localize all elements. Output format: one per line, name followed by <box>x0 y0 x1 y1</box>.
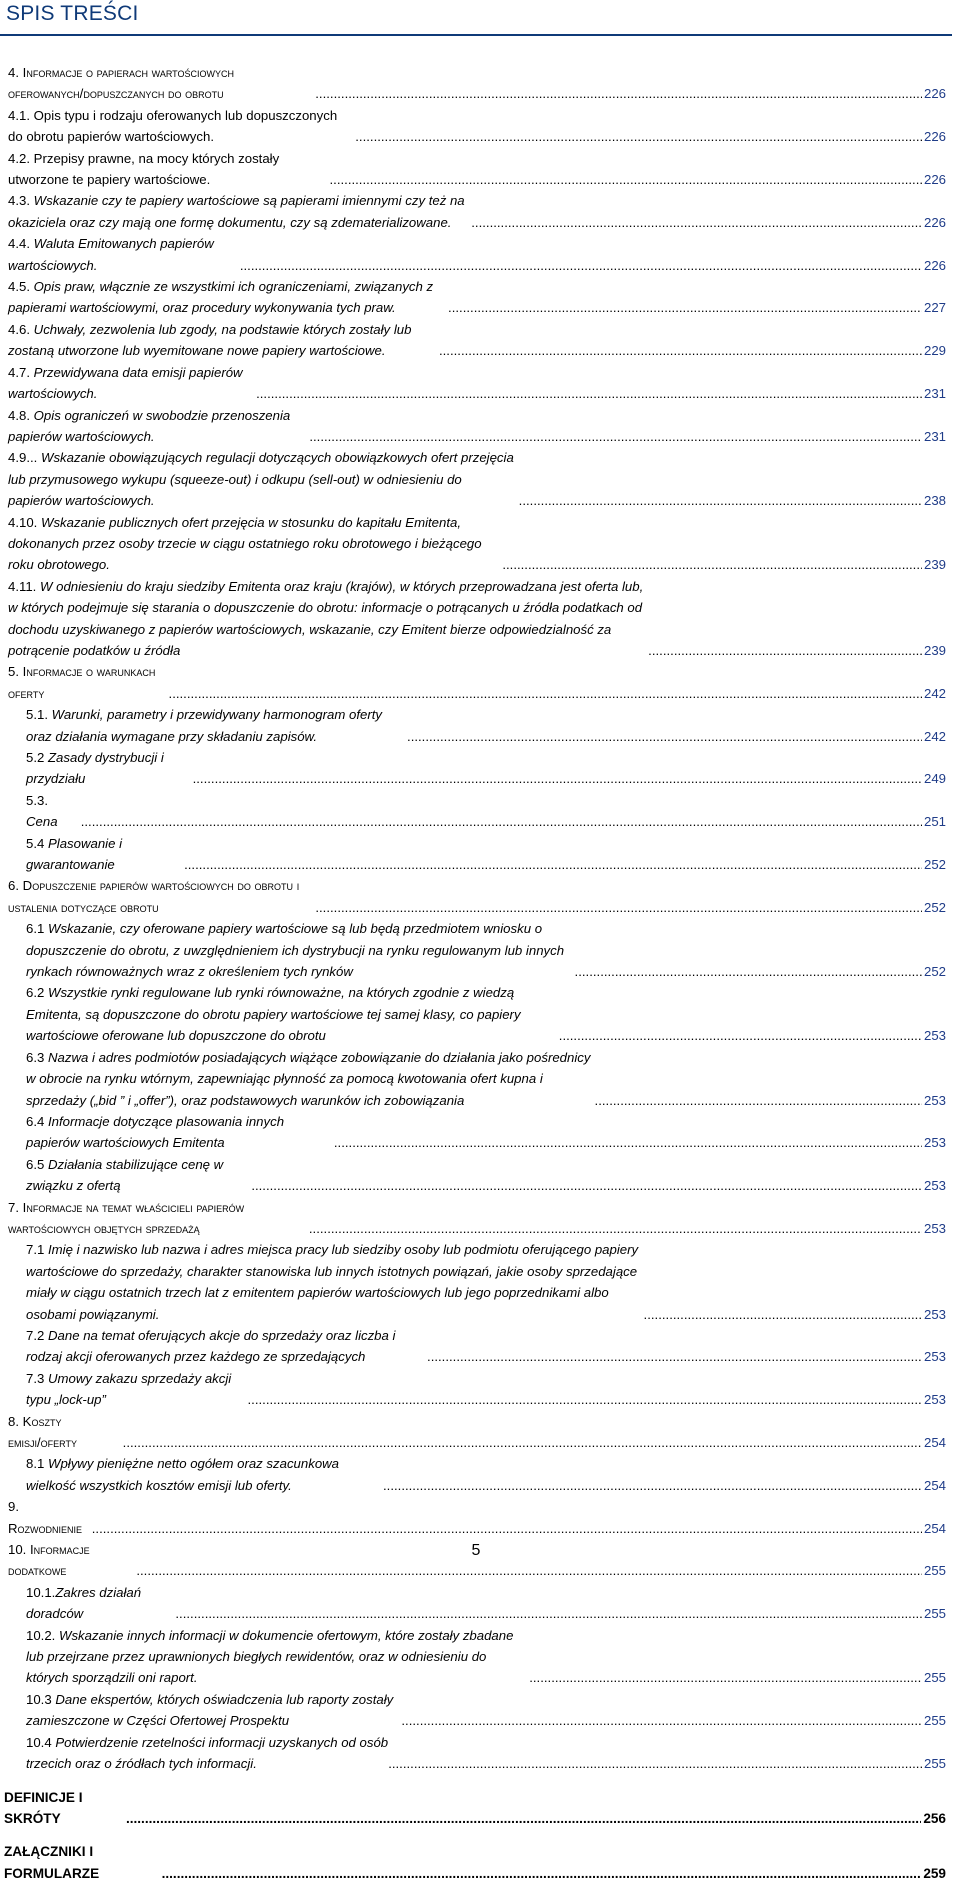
toc-entry[interactable] <box>0 1841 956 1884</box>
toc-entry-page: 253 <box>923 1178 946 1194</box>
toc-entry-number: 4.6. <box>8 321 34 337</box>
dot-leader <box>334 1132 922 1153</box>
toc-entry[interactable] <box>0 105 956 148</box>
toc-entry[interactable] <box>0 190 956 233</box>
toc-entry-number: 10. <box>8 1542 30 1558</box>
toc-entry-number: 7.2 <box>26 1327 48 1343</box>
dot-leader <box>315 897 922 918</box>
dot-leader <box>427 1346 922 1367</box>
toc-entry-number: 4.1. <box>8 107 34 123</box>
toc-entry-page: 229 <box>923 343 946 359</box>
dot-leader <box>644 1304 922 1325</box>
toc-entry-title: Dane na temat oferujących akcje do sprzedaży oraz liczba i rodzaj akcji oferowanych przez każdego ze sprzedających <box>26 1327 396 1365</box>
toc-entry-title: Rozwodnienie <box>8 1520 83 1536</box>
toc-entry-title: Przewidywana data emisji papierów wartościowych. <box>8 364 243 402</box>
toc-entry[interactable] <box>0 1582 956 1625</box>
toc-entry-title: Zasady dystrybucji i przydziału <box>26 750 164 787</box>
toc-entry[interactable] <box>0 233 956 276</box>
toc-entry[interactable] <box>0 405 956 448</box>
toc-entry-title: Opis praw, włącznie ze wszystkimi ich ograniczeniami, związanych z papierami wartościowymi, oraz procedury wykonywania tych praw. <box>8 279 434 316</box>
toc-entry-title: Informacje o papierach wartościowych oferowanych/dopuszczanych do obrotu <box>8 65 235 102</box>
toc-entry-page: 255 <box>923 1670 946 1686</box>
dot-leader <box>519 490 922 511</box>
toc-entry[interactable] <box>0 1787 956 1830</box>
toc-entry-page: 255 <box>923 1563 946 1579</box>
toc-entry[interactable] <box>0 62 956 105</box>
toc-entry-title: Wskazanie publicznych ofert przejęcia w stosunku do kapitału Emitenta, dokonanych przez osoby trzecie w ciągu ostatniego roku obrotowego i bieżącego roku obrotowego. <box>8 514 482 573</box>
dot-leader <box>175 1603 922 1624</box>
toc-entry-title: Wpływy pieniężne netto ogółem oraz szacunkowa wielkość wszystkich kosztów emisji lub oferty. <box>26 1456 340 1493</box>
toc-entry[interactable] <box>0 576 956 662</box>
dot-leader <box>502 554 922 575</box>
toc-entry-title: Umowy zakazu sprzedaży akcji typu „lock-up” <box>26 1370 232 1408</box>
toc-entry[interactable] <box>0 447 956 511</box>
toc-entry-page: 253 <box>923 1306 946 1322</box>
toc-entry[interactable] <box>0 276 956 319</box>
toc-entry[interactable] <box>0 661 956 704</box>
toc-entry-page: 254 <box>923 1477 946 1493</box>
dot-leader <box>256 383 922 404</box>
dot-leader <box>471 212 922 233</box>
toc-entry[interactable] <box>0 747 956 790</box>
toc-entry-page: 256 <box>923 1810 946 1826</box>
toc-entry-number: 4.3. <box>8 193 34 209</box>
toc-entry-title: Wskazanie czy te papiery wartościowe są papierami imiennymi czy też na okaziciela oraz czy mają one formę dokumentu, czy są zdematerializowane. <box>8 193 465 230</box>
toc-entry-number: 7.3 <box>26 1370 48 1386</box>
toc-entry-title: Zakres działań doradców <box>26 1584 142 1622</box>
dot-leader <box>136 1560 922 1581</box>
dot-leader <box>448 297 922 318</box>
toc-entry-number: 4.2. <box>8 150 34 166</box>
toc-entry-title: W odniesieniu do kraju siedziby Emitenta oraz kraju (krajów), w których przeprowadzana jest oferta lub, w których podejmuje się starania o dopuszczenie do obrotu: informacje o potrącanych u źródła podatkach od dochodu uzyskiwanego z papierów wartościowych, wskazanie, czy Emitent bierze odpowiedzialność za potrącenie podatków u źródła <box>8 578 644 658</box>
toc-entry-title: Potwierdzenie rzetelności informacji uzyskanych od osób trzecich oraz o źródłach tych informacji. <box>26 1734 389 1772</box>
toc-entry[interactable] <box>0 1325 956 1368</box>
toc-entry-number: 4. <box>8 65 23 80</box>
dot-leader <box>92 1518 922 1539</box>
toc-entry-page: 226 <box>923 214 946 230</box>
dot-leader <box>309 426 922 447</box>
toc-entry-page: 252 <box>923 857 946 873</box>
toc-entry-page: 226 <box>923 172 946 188</box>
dot-leader <box>193 768 922 789</box>
dot-leader <box>309 1218 922 1239</box>
dot-leader <box>648 640 922 661</box>
toc-entry-page: 239 <box>923 642 946 658</box>
toc-entry-number: 10.3 <box>26 1691 56 1707</box>
toc-entry-page: 254 <box>923 1435 946 1450</box>
toc-entry-title: Informacje dotyczące plasowania innych papierów wartościowych Emitenta <box>26 1113 285 1151</box>
toc-entry-number: 4.4. <box>8 236 34 252</box>
dot-leader <box>330 169 922 190</box>
dot-leader <box>81 811 922 832</box>
toc-entry-number: 5.2 <box>26 750 48 765</box>
dot-leader <box>575 961 922 982</box>
toc-entry-title: Wskazanie, czy oferowane papiery wartościowe są lub będą przedmiotem wniosku o dopuszczenie do obrotu, z uwzględnieniem ich dystrybucji na rynku regulowanym lub innych rynkach równoważnych wraz z określeniem tych rynków <box>26 921 565 980</box>
toc-entry-title: Opis ograniczeń w swobodzie przenoszenia papierów wartościowych. <box>8 407 291 444</box>
dot-leader <box>169 683 922 704</box>
toc-entry-page: 254 <box>923 1520 946 1536</box>
toc-entry[interactable] <box>0 1197 956 1240</box>
page-number: 5 <box>471 1542 481 1559</box>
toc-entry-number: 10.2. <box>26 1627 59 1643</box>
toc-entry-number: 6.5 <box>26 1156 48 1172</box>
toc-entry-title: Nazwa i adres podmiotów posiadających wiążące zobowiązanie do działania jako pośrednicy w obrocie na rynku wtórnym, zapewniając płynność za pomocą kwotowania ofert kupna i sprzedaży („bid ” i „offer”), oraz podstawowych warunków ich zobowiązania <box>26 1049 591 1108</box>
toc-entry-number: 4.7. <box>8 364 34 380</box>
toc-entry-page: 231 <box>923 428 946 444</box>
toc-entry-title: Dane ekspertów, których oświadczenia lub raporty zostały zamieszczone w Części Ofertowej Prospektu <box>26 1691 394 1729</box>
toc-entry[interactable] <box>0 362 956 405</box>
toc-entry-page: 231 <box>923 386 946 402</box>
toc-entry[interactable] <box>0 704 956 747</box>
toc-entry-number: 8.1 <box>26 1456 48 1472</box>
toc-entry-title: Imię i nazwisko lub nazwa i adres miejsca pracy lub siedziby osoby lub podmiotu oferującego papiery wartościowe do sprzedaży, charakter stanowiska lub innych istotnych powiązań, jakie osoby sprzedające miały w ciągu ostatnich trzech lat z emitentem papierów wartościowych lub jego poprzednikami albo osobami powiązanymi. <box>26 1242 639 1322</box>
toc-entry-number: 5. <box>8 664 23 680</box>
toc-entry[interactable] <box>0 1732 956 1775</box>
toc-entry-page: 226 <box>923 257 946 273</box>
toc-entry-title: Uchwały, zezwolenia lub zgody, na podstawie których zostały lub zostaną utworzone lub wyemitowane nowe papiery wartościowe. <box>8 321 412 359</box>
toc-entry[interactable] <box>0 1453 956 1496</box>
dot-leader <box>123 1432 922 1453</box>
toc-entry[interactable] <box>0 1368 956 1411</box>
toc-entry[interactable] <box>0 1411 956 1454</box>
table-of-contents <box>0 62 960 1884</box>
toc-entry[interactable] <box>0 1154 956 1197</box>
dot-leader <box>162 1863 922 1884</box>
toc-entry-number: 4.9... <box>8 450 41 466</box>
toc-entry-page: 252 <box>923 899 946 915</box>
toc-entry-title: Informacje dodatkowe <box>8 1542 90 1579</box>
toc-entry-title: Wszystkie rynki regulowane lub rynki równoważne, na których zgodnie z wiedzą Emitenta, są dopuszczone do obrotu papiery wartościowe tej samej klasy, co papiery wartościowe oferowane lub dopuszczone do obrotu <box>26 985 521 1044</box>
toc-entry-title: Warunki, parametry i przewidywany harmonogram oferty oraz działania wymagane przy składaniu zapisów. <box>26 707 382 744</box>
toc-entry[interactable] <box>0 790 956 833</box>
toc-entry-number: 10.4 <box>26 1734 56 1750</box>
toc-entry-page: 242 <box>923 728 946 744</box>
toc-entry[interactable] <box>0 1689 956 1732</box>
toc-entry-page: 253 <box>923 1028 946 1044</box>
toc-entry-number: 5.4 <box>26 835 48 851</box>
toc-entry-page: 226 <box>923 86 946 102</box>
toc-entry[interactable] <box>0 148 956 191</box>
toc-entry-number: 9. <box>8 1499 19 1515</box>
dot-leader <box>240 255 922 276</box>
toc-entry-page: 251 <box>923 814 946 830</box>
dot-leader <box>529 1667 922 1688</box>
toc-entry-page: 253 <box>923 1220 946 1236</box>
dot-leader <box>388 1753 922 1774</box>
toc-entry[interactable] <box>0 833 956 876</box>
toc-entry-page: 255 <box>923 1606 946 1622</box>
toc-entry-number: 4.11. <box>8 578 41 594</box>
toc-entry-number: 7. <box>8 1199 23 1215</box>
toc-entry[interactable] <box>0 1047 956 1111</box>
toc-entry-number: 4.10. <box>8 514 41 530</box>
dot-leader <box>355 126 922 147</box>
title-rule <box>0 34 952 36</box>
page-title: SPIS TREŚCI <box>6 2 139 25</box>
toc-entry-number: 6. <box>8 878 23 894</box>
toc-entry-number: 6.3 <box>26 1049 48 1065</box>
toc-entry[interactable] <box>0 319 956 362</box>
toc-entry-title: Informacje na temat właścicieli papierów wartościowych objętych sprzedażą <box>8 1199 245 1236</box>
dot-leader <box>439 340 922 361</box>
toc-entry-number: 6.1 <box>26 921 48 937</box>
toc-entry[interactable] <box>0 1496 956 1539</box>
toc-entry-number: 4.5. <box>8 279 34 295</box>
toc-entry-title: Wskazanie innych informacji w dokumencie ofertowym, które zostały zbadane lub przejrzane przez uprawnionych biegłych rewidentów, oraz w odniesieniu do których sporządzili oni raport. <box>26 1627 514 1686</box>
toc-entry-page: 253 <box>923 1092 946 1108</box>
toc-entry[interactable] <box>0 1111 956 1154</box>
toc-entry-page: 253 <box>923 1392 946 1408</box>
toc-entry-title: Waluta Emitowanych papierów wartościowych. <box>8 236 214 273</box>
dot-leader <box>315 83 922 104</box>
toc-entry-number: 10.1. <box>26 1584 56 1600</box>
toc-entry-title: Opis typu i rodzaju oferowanych lub dopuszczonych do obrotu papierów wartościowych. <box>8 107 338 145</box>
toc-entry-title: Cena <box>26 814 58 830</box>
toc-entry-title: Przepisy prawne, na mocy których zostały utworzone te papiery wartościowe. <box>8 150 280 188</box>
toc-entry-page: 259 <box>923 1865 946 1881</box>
toc-entry-page: 255 <box>923 1756 946 1772</box>
dot-leader <box>383 1475 922 1496</box>
dot-leader <box>559 1025 922 1046</box>
toc-entry-number: 5.1. <box>26 707 52 723</box>
toc-entry[interactable] <box>0 982 956 1046</box>
toc-entry-title: Dopuszczenie papierów wartościowych do obrotu i ustalenia dotyczące obrotu <box>8 878 300 915</box>
toc-entry-title: DEFINICJE I SKRÓTY <box>4 1789 83 1826</box>
toc-entry-page: 238 <box>923 493 946 509</box>
toc-entry-title: Koszty emisji/oferty <box>8 1413 78 1450</box>
dot-leader <box>248 1389 922 1410</box>
toc-entry-page: 255 <box>923 1713 946 1729</box>
dot-leader <box>595 1090 922 1111</box>
toc-entry-page: 242 <box>923 685 946 701</box>
toc-entry-number: 6.2 <box>26 985 48 1001</box>
toc-entry-number: 5.3. <box>26 792 48 808</box>
toc-entry-page: 253 <box>923 1135 946 1151</box>
dot-leader <box>126 1808 921 1829</box>
toc-entry-page: 253 <box>923 1349 946 1365</box>
toc-entry-page: 226 <box>923 129 946 145</box>
toc-entry-title: Plasowanie i gwarantowanie <box>26 835 123 873</box>
toc-entry-title: ZAŁĄCZNIKI I FORMULARZE <box>4 1844 100 1881</box>
dot-leader <box>251 1175 922 1196</box>
dot-leader <box>407 726 922 747</box>
toc-entry-title: Wskazanie obowiązujących regulacji dotyczących obowiązkowych ofert przejęcia lub przymusowego wykupu (squeeze-out) i odkupu (sell-out) w odniesieniu do papierów wartościowych. <box>8 450 514 509</box>
toc-entry-number: 8. <box>8 1413 23 1429</box>
toc-entry-number: 7.1 <box>26 1242 48 1258</box>
toc-entry[interactable] <box>0 918 956 982</box>
toc-entry[interactable] <box>0 512 956 576</box>
dot-leader <box>184 854 922 875</box>
toc-entry-title: Informacje o warunkach oferty <box>8 664 156 701</box>
toc-entry[interactable] <box>0 875 956 918</box>
toc-entry-page: 249 <box>923 771 946 787</box>
toc-entry[interactable] <box>0 1625 956 1689</box>
toc-entry-page: 227 <box>923 300 946 316</box>
dot-leader <box>401 1710 922 1731</box>
toc-entry-page: 252 <box>923 964 946 980</box>
toc-entry-title: Działania stabilizujące cenę w związku z ofertą <box>26 1156 224 1194</box>
toc-entry-page: 239 <box>923 557 946 573</box>
toc-entry-number: 6.4 <box>26 1113 48 1129</box>
toc-entry-number: 4.8. <box>8 407 34 423</box>
toc-entry[interactable] <box>0 1239 956 1325</box>
